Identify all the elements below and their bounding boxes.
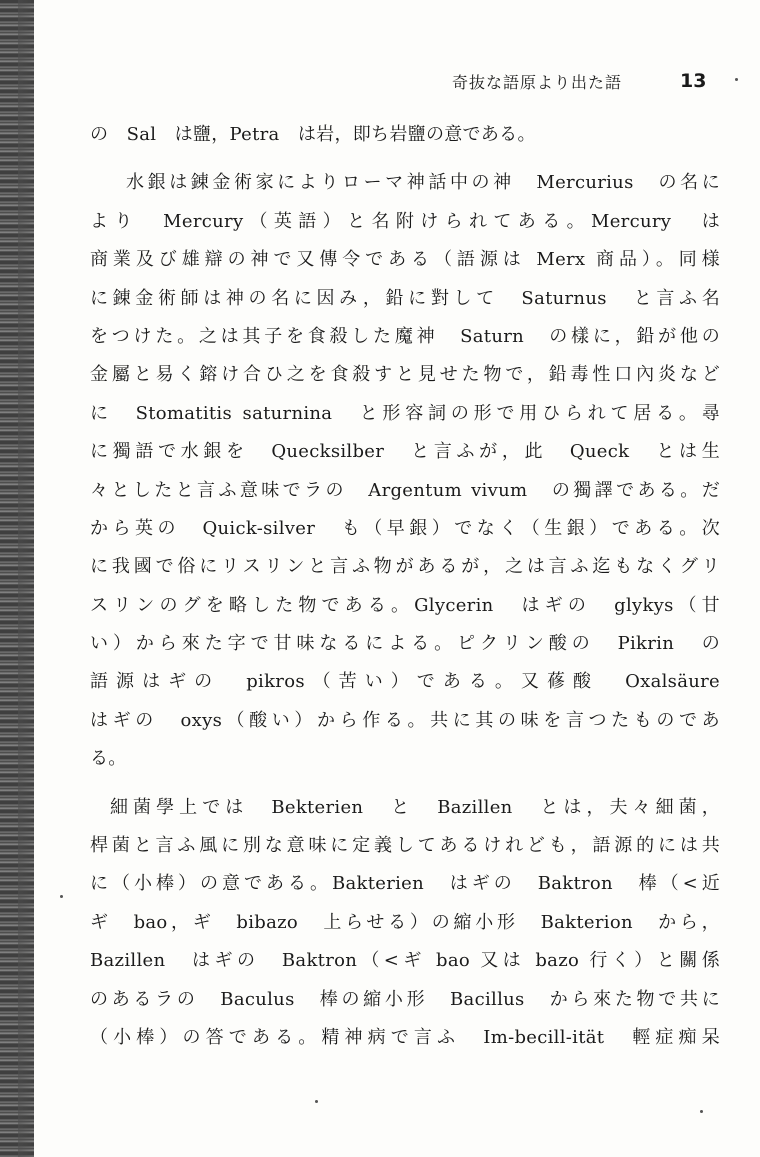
text-line: に錬金術師は神の名に因み，鉛に對して Saturnus と言ふ名	[90, 287, 720, 309]
print-speck	[700, 1110, 703, 1113]
text-line: のあるラの Baculus 棒の縮小形 Bacillus から來た物で共に	[90, 988, 720, 1010]
text-line: 金屬と易く鎔け合ひ之を食殺すと見せた物で，鉛毒性口內炎など	[90, 364, 720, 386]
text-line: より Mercury（英語）と名附けられてある。Mercury は	[90, 210, 720, 232]
print-speck	[735, 78, 738, 81]
text-line: はギの oxys（酸い）から作る。共に其の味を言つたものであ	[90, 709, 720, 731]
text-line: から英の Quick-silver も（早銀）でなく（生銀）である。次	[90, 517, 720, 539]
text-line: に（小棒）の意である。Bakterien はギの Baktron 棒（<近	[90, 873, 720, 895]
text-line: 桿菌と言ふ風に別な意味に定義してあるけれども，語源的には共	[90, 835, 720, 857]
body-text	[90, 116, 720, 1057]
book-binding-edge	[0, 0, 34, 1157]
text-line: 語源はギの pikros（苦い）である。又蓚酸 Oxalsäure	[90, 671, 720, 693]
print-speck	[60, 895, 63, 898]
text-line: スリンのグを略した物である。Glycerin はギの glykys（甘	[90, 594, 720, 616]
text-line: の Sal は鹽，Petra は岩，即ち岩鹽の意である。	[90, 124, 536, 145]
text-line: 々としたと言ふ意味でラの Argentum vivum の獨譯である。だ	[90, 479, 720, 501]
text-line: ギ bao，ギ bibazo 上らせる）の縮小形 Bakterion から，	[90, 911, 720, 933]
text-line: （小棒）の答である。精神病で言ふ Im-becill-ität 輕症痴呆	[90, 1026, 720, 1048]
text-line: 商業及び雄辯の神で又傳令である（語源は Merx 商品）。同様	[90, 249, 720, 271]
running-head-title: 奇抜な語原より出た語	[452, 73, 623, 92]
text-line: をつけた。之は其子を食殺した魔神 Saturn の樣に，鉛が他の	[90, 325, 720, 347]
text-line: に Stomatitis saturnina と形容詞の形で用ひられて居る。尋	[90, 402, 720, 424]
text-line: に獨語で水銀を Quecksilber と言ふが，此 Queck とは生	[90, 441, 720, 463]
page-number: 13	[680, 70, 707, 92]
text-line: に我國で俗にリスリンと言ふ物があるが，之は言ふ迄もなくグリ	[90, 556, 720, 578]
text-line: る。	[90, 748, 127, 770]
text-line: い）から來た字で甘味なるによる。ピクリン酸の Pikrin の	[90, 633, 720, 655]
text-line: 水銀は錬金術家によりローマ神話中の神 Mercurius の名に	[126, 172, 720, 194]
print-speck	[315, 1100, 318, 1103]
text-line: 細菌學上では Bekterien と Bazillen とは，夫々細菌，	[110, 796, 720, 818]
paragraph-gap	[90, 779, 720, 789]
text-line: Bazillen はギの Baktron（<ギ bao 又は bazo 行く）と關係	[90, 950, 720, 972]
paragraph-gap	[90, 154, 720, 164]
